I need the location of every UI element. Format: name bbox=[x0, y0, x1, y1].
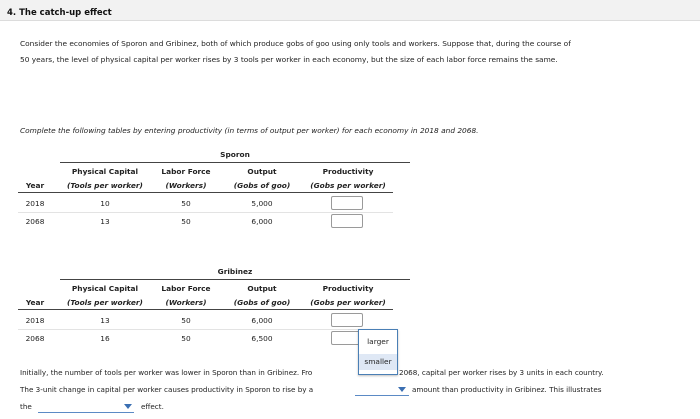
header-output-unit: (Gobs of goo) bbox=[233, 298, 291, 307]
table-instructions: Complete the following tables by entering productivity (in terms of output per worker) for each economy in 2018 and 2068. bbox=[20, 126, 479, 135]
gribinez-row2-output: 6,500 bbox=[251, 334, 273, 343]
gribinez-row2-capital: 16 bbox=[100, 334, 110, 343]
paragraph-line-1-text-a: Initially, the number of tools per worker was lower in Sporon than in Gribinez. Fro bbox=[20, 368, 313, 377]
gribinez-table bbox=[18, 267, 393, 347]
sporon-row1-capital: 10 bbox=[100, 199, 110, 208]
gribinez-row1-output: 6,000 bbox=[251, 316, 273, 325]
sporon-2018-productivity-input[interactable] bbox=[331, 196, 363, 210]
header-year: Year bbox=[25, 298, 45, 307]
gribinez-row1-capital: 13 bbox=[100, 316, 110, 325]
gribinez-header-rule bbox=[18, 309, 393, 310]
gribinez-row-divider bbox=[18, 329, 393, 330]
header-productivity: Productivity bbox=[322, 284, 374, 293]
paragraph-line-1 bbox=[20, 368, 650, 377]
paragraph-line-2 bbox=[20, 385, 650, 394]
paragraph-line-2-text-a: The 3-unit change in capital per worker causes productivity in Sporon to rise by a bbox=[20, 385, 314, 394]
header-year: Year bbox=[25, 181, 45, 190]
productivity-comparison-dropdown[interactable] bbox=[355, 395, 409, 396]
question-intro bbox=[20, 36, 660, 68]
dropdown-option-smaller[interactable]: smaller bbox=[359, 354, 397, 370]
sporon-title-rule bbox=[60, 162, 410, 163]
gribinez-row2-labor: 50 bbox=[181, 334, 191, 343]
header-labor-unit: (Workers) bbox=[165, 181, 207, 190]
header-capital-unit: (Tools per worker) bbox=[67, 181, 143, 190]
effect-name-dropdown[interactable] bbox=[38, 412, 134, 413]
sporon-table-title: Sporon bbox=[220, 150, 250, 159]
header-capital: Physical Capital bbox=[71, 284, 139, 293]
header-productivity-unit: (Gobs per worker) bbox=[310, 298, 386, 307]
gribinez-title-rule bbox=[60, 279, 410, 280]
header-output: Output bbox=[247, 167, 277, 176]
question-title: 4. The catch-up effect bbox=[7, 8, 112, 18]
chevron-down-icon[interactable] bbox=[124, 404, 132, 409]
gribinez-row1-labor: 50 bbox=[181, 316, 191, 325]
intro-line-2: 50 years, the level of physical capital per worker rises by 3 tools per worker in each economy, but the size of each labor force remains the same. bbox=[20, 55, 558, 64]
paragraph-line-3 bbox=[20, 402, 650, 411]
header-capital: Physical Capital bbox=[71, 167, 139, 176]
sporon-row1-labor: 50 bbox=[181, 199, 191, 208]
sporon-header-rule bbox=[18, 192, 393, 193]
sporon-2068-productivity-input[interactable] bbox=[331, 214, 363, 228]
header-output: Output bbox=[247, 284, 277, 293]
paragraph-line-1-text-b: 2068, capital per worker rises by 3 units in each country. bbox=[399, 368, 604, 377]
sporon-row2-labor: 50 bbox=[181, 217, 191, 226]
dropdown-option-larger[interactable]: larger bbox=[367, 337, 389, 346]
sporon-row1-year: 2018 bbox=[25, 199, 45, 208]
header-capital-unit: (Tools per worker) bbox=[67, 298, 143, 307]
gribinez-2018-productivity-input[interactable] bbox=[331, 313, 363, 327]
sporon-row2-output: 6,000 bbox=[251, 217, 273, 226]
sporon-row2-capital: 13 bbox=[100, 217, 110, 226]
gribinez-table-title: Gribinez bbox=[217, 267, 253, 276]
header-labor-unit: (Workers) bbox=[165, 298, 207, 307]
gribinez-row1-year: 2018 bbox=[25, 316, 45, 325]
sporon-row2-year: 2068 bbox=[25, 217, 45, 226]
gribinez-row2-year: 2068 bbox=[25, 334, 45, 343]
paragraph-line-3-text-b: effect. bbox=[141, 402, 164, 411]
header-labor: Labor Force bbox=[161, 284, 211, 293]
sporon-row1-output: 5,000 bbox=[251, 199, 273, 208]
intro-line-1: Consider the economies of Sporon and Gribinez, both of which produce gobs of goo using only tools and workers. Suppose that, during the course of bbox=[20, 39, 571, 48]
header-labor: Labor Force bbox=[161, 167, 211, 176]
chevron-down-icon[interactable] bbox=[398, 387, 406, 392]
sporon-row-divider bbox=[18, 212, 393, 213]
paragraph-line-2-text-b: amount than productivity in Gribinez. This illustrates bbox=[412, 385, 602, 394]
header-output-unit: (Gobs of goo) bbox=[233, 181, 291, 190]
dropdown-options-panel bbox=[358, 329, 398, 375]
sporon-table bbox=[18, 150, 393, 230]
paragraph-line-3-text-a: the bbox=[20, 402, 32, 411]
header-productivity: Productivity bbox=[322, 167, 374, 176]
header-productivity-unit: (Gobs per worker) bbox=[310, 181, 386, 190]
